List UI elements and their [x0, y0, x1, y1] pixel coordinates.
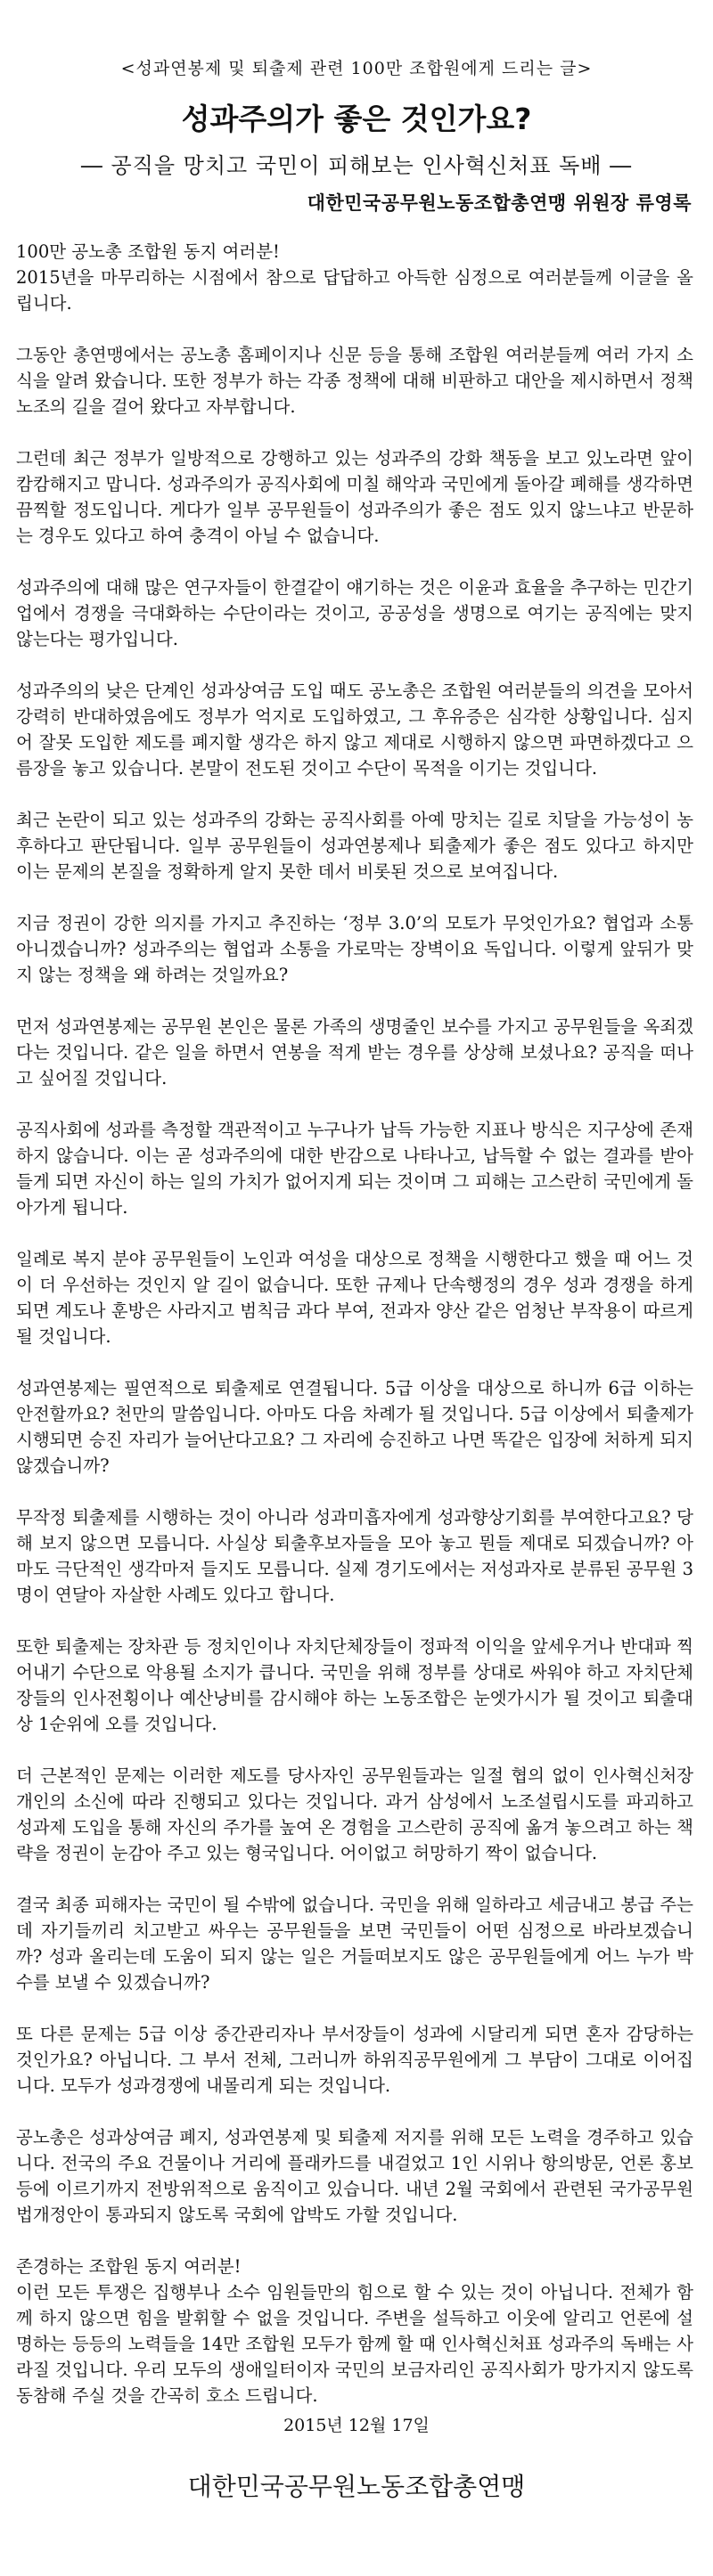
- document-date: 2015년 12월 17일: [283, 2416, 430, 2435]
- document-title: 성과주의가 좋은 것인가요?: [181, 102, 532, 136]
- document-kicker: <성과연봉제 및 퇴출제 관련 100만 조합원에게 드리는 글>: [120, 59, 593, 78]
- document-author: 대한민국공무원노동조합총연맹 위원장 류영록: [307, 192, 692, 214]
- paragraph: 또한 퇴출제는 장차관 등 정치인이나 자치단체장들이 정파적 이익을 앞세우거나 반대파 찍어내기 수단으로 악용될 소지가 큽니다. 국민을 위해 정부를 상대로 싸워야 하고 자치단체장들의 인사전횡이나 예산낭비를 감시해야 하는 노동조합은 눈엣가시가 될 것이고 퇴출대상 1순위에 오를 것입니다.: [16, 1636, 693, 1734]
- paragraph: 먼저 성과연봉제는 공무원 본인은 물론 가족의 생명줄인 보수를 가지고 공무원들을 옥죄겠다는 것입니다. 같은 일을 하면서 연봉을 적게 받는 경우를 상상해 보셨나요? 공직을 떠나고 싶어질 것입니다.: [16, 1016, 693, 1088]
- paragraph: 성과연봉제는 필연적으로 퇴출제로 연결됩니다. 5급 이상을 대상으로 하니까 6급 이하는 안전할까요? 천만의 말씀입니다. 아마도 다음 차례가 될 것입니다. 5급 이상에서 퇴출제가 시행되면 승진 자리가 늘어난다고요? 그 자리에 승진하고 나면 똑같은 입장에 처하게 되지 않겠습니까?: [16, 1378, 693, 1476]
- document-subtitle: ― 공직을 망치고 국민이 피해보는 인사혁신처표 독배 ―: [80, 153, 633, 178]
- paragraph: 또 다른 문제는 5급 이상 중간관리자나 부서장들이 성과에 시달리게 되면 혼자 감당하는 것인가요? 아닙니다. 그 부서 전체, 그러니까 하위직공무원에게 그 부담이 그대로 이어집니다. 모두가 성과경쟁에 내몰리게 되는 것입니다.: [16, 2024, 693, 2096]
- paragraph: 성과주의의 낮은 단계인 성과상여금 도입 때도 공노총은 조합원 여러분들의 의견을 모아서 강력히 반대하였음에도 정부가 억지로 도입하였고, 그 후유증은 심각한 상황입니다. 심지어 잘못 도입한 제도를 폐지할 생각은 하지 않고 제대로 시행하지 않으면 파면하겠다고 으름장을 놓고 있습니다. 본말이 전도된 것이고 수단이 목적을 이기는 것입니다.: [16, 681, 693, 779]
- paragraph: 지금 정권이 강한 의지를 가지고 추진하는 ‘정부 3.0’의 모토가 무엇인가요? 협업과 소통 아니겠습니까? 성과주의는 협업과 소통을 가로막는 장벽이요 독입니다. 이렇게 앞뒤가 맞지 않는 정책을 왜 하려는 것일까요?: [16, 913, 693, 985]
- paragraph: 공직사회에 성과를 측정할 객관적이고 누구나가 납득 가능한 지표나 방식은 지구상에 존재하지 않습니다. 이는 곧 성과주의에 대한 반감으로 나타나고, 납득할 수 없는 결과를 받아들게 되면 자신이 하는 일의 가치가 없어지게 되는 것이며 그 피해는 고스란히 국민에게 돌아가게 됩니다.: [16, 1120, 693, 1218]
- paragraph: 성과주의에 대해 많은 연구자들이 한결같이 얘기하는 것은 이윤과 효율을 추구하는 민간기업에서 경쟁을 극대화하는 수단이라는 것이고, 공공성을 생명으로 여기는 공직에는 맞지 않는다는 평가입니다.: [16, 577, 693, 649]
- paragraph: 결국 최종 피해자는 국민이 될 수밖에 없습니다. 국민을 위해 일하라고 세금내고 봉급 주는데 자기들끼리 치고받고 싸우는 공무원들을 보면 국민들이 어떤 심정으로 바라보겠습니까? 성과 올리는데 도움이 되지 않는 일은 거들떠보지도 않은 공무원들에게 어느 누가 박수를 보낼 수 있겠습니까?: [16, 1895, 693, 1993]
- paragraph: 더 근본적인 문제는 이러한 제도를 당사자인 공무원들과는 일절 협의 없이 인사혁신처장 개인의 소신에 따라 진행되고 있다는 것입니다. 과거 삼성에서 노조설립시도를 파괴하고 성과제 도입을 통해 자신의 주가를 높여 온 경험을 고스란히 공직에 옮겨 놓으려고 하는 책략을 정권이 눈감아 주고 있는 형국입니다. 어이없고 허망하기 짝이 없습니다.: [16, 1765, 693, 1863]
- paragraph: 그런데 최근 정부가 일방적으로 강행하고 있는 성과주의 강화 책동을 보고 있노라면 앞이 캄캄해지고 맙니다. 성과주의가 공직사회에 미칠 해악과 국민에게 돌아갈 폐해를 생각하면 끔찍할 정도입니다. 게다가 일부 공무원들이 성과주의가 좋은 점도 있지 않느냐고 반문하는 경우도 있다고 하여 충격이 아닐 수 없습니다.: [16, 448, 693, 546]
- signature-org: 대한민국공무원노동조합총연맹: [187, 2472, 526, 2501]
- paragraph: 100만 공노총 조합원 동지 여러분! 2015년을 마무리하는 시점에서 참으로 답답하고 아득한 심정으로 여러분들께 이글을 올립니다.: [16, 241, 693, 314]
- paragraph: 존경하는 조합원 동지 여러분! 이런 모든 투쟁은 집행부나 소수 임원들만의 힘으로 할 수 있는 것이 아닙니다. 전체가 함께 하지 않으면 힘을 발휘할 수 없을 것입니다. 주변을 설득하고 이웃에 알리고 언론에 설명하는 등등의 노력들을 14만 조합원 모두가 함께 할 때 인사혁신처표 성과주의 독배는 사라질 것입니다. 우리 모두의 생애일터이자 국민의 보금자리인 공직사회가 망가지지 않도록 동참해 주실 것을 간곡히 호소 드립니다.: [16, 2256, 693, 2406]
- paragraph: 무작정 퇴출제를 시행하는 것이 아니라 성과미흡자에게 성과향상기회를 부여한다고요? 당해 보지 않으면 모릅니다. 사실상 퇴출후보자들을 모아 놓고 뭔들 제대로 되겠습니까? 아마도 극단적인 생각마저 들지도 모릅니다. 실제 경기도에서는 저성과자로 분류된 공무원 3명이 연달아 자살한 사례도 있다고 합니다.: [16, 1507, 693, 1605]
- paragraph: 그동안 총연맹에서는 공노총 홈페이지나 신문 등을 통해 조합원 여러분들께 여러 가지 소식을 알려 왔습니다. 또한 정부가 하는 각종 정책에 대해 비판하고 대안을 제시하면서 정책노조의 길을 걸어 왔다고 자부합니다.: [16, 345, 693, 417]
- paragraph: 일례로 복지 분야 공무원들이 노인과 여성을 대상으로 정책을 시행한다고 했을 때 어느 것이 더 우선하는 것인지 알 길이 없습니다. 또한 규제나 단속행정의 경우 성과 경쟁을 하게 되면 계도나 훈방은 사라지고 범칙금 과다 부여, 전과자 양산 같은 엄청난 부작용이 따르게 될 것입니다.: [16, 1249, 693, 1347]
- letter-body: [16, 239, 693, 2434]
- paragraph: 최근 논란이 되고 있는 성과주의 강화는 공직사회를 아예 망치는 길로 치달을 가능성이 농후하다고 판단됩니다. 일부 공무원들이 성과연봉제나 퇴출제가 좋은 점도 있다고 하지만 이는 문제의 본질을 정확하게 알지 못한 데서 비롯된 것으로 보여집니다.: [16, 810, 693, 882]
- paragraph: 공노총은 성과상여금 폐지, 성과연봉제 및 퇴출제 저지를 위해 모든 노력을 경주하고 있습니다. 전국의 주요 건물이나 거리에 플래카드를 내걸었고 1인 시위나 항의방문, 언론 홍보 등에 이르기까지 전방위적으로 움직이고 있습니다. 내년 2월 국회에서 관련된 국가공무원법개정안이 통과되지 않도록 국회에 압박도 가할 것입니다.: [16, 2127, 693, 2225]
